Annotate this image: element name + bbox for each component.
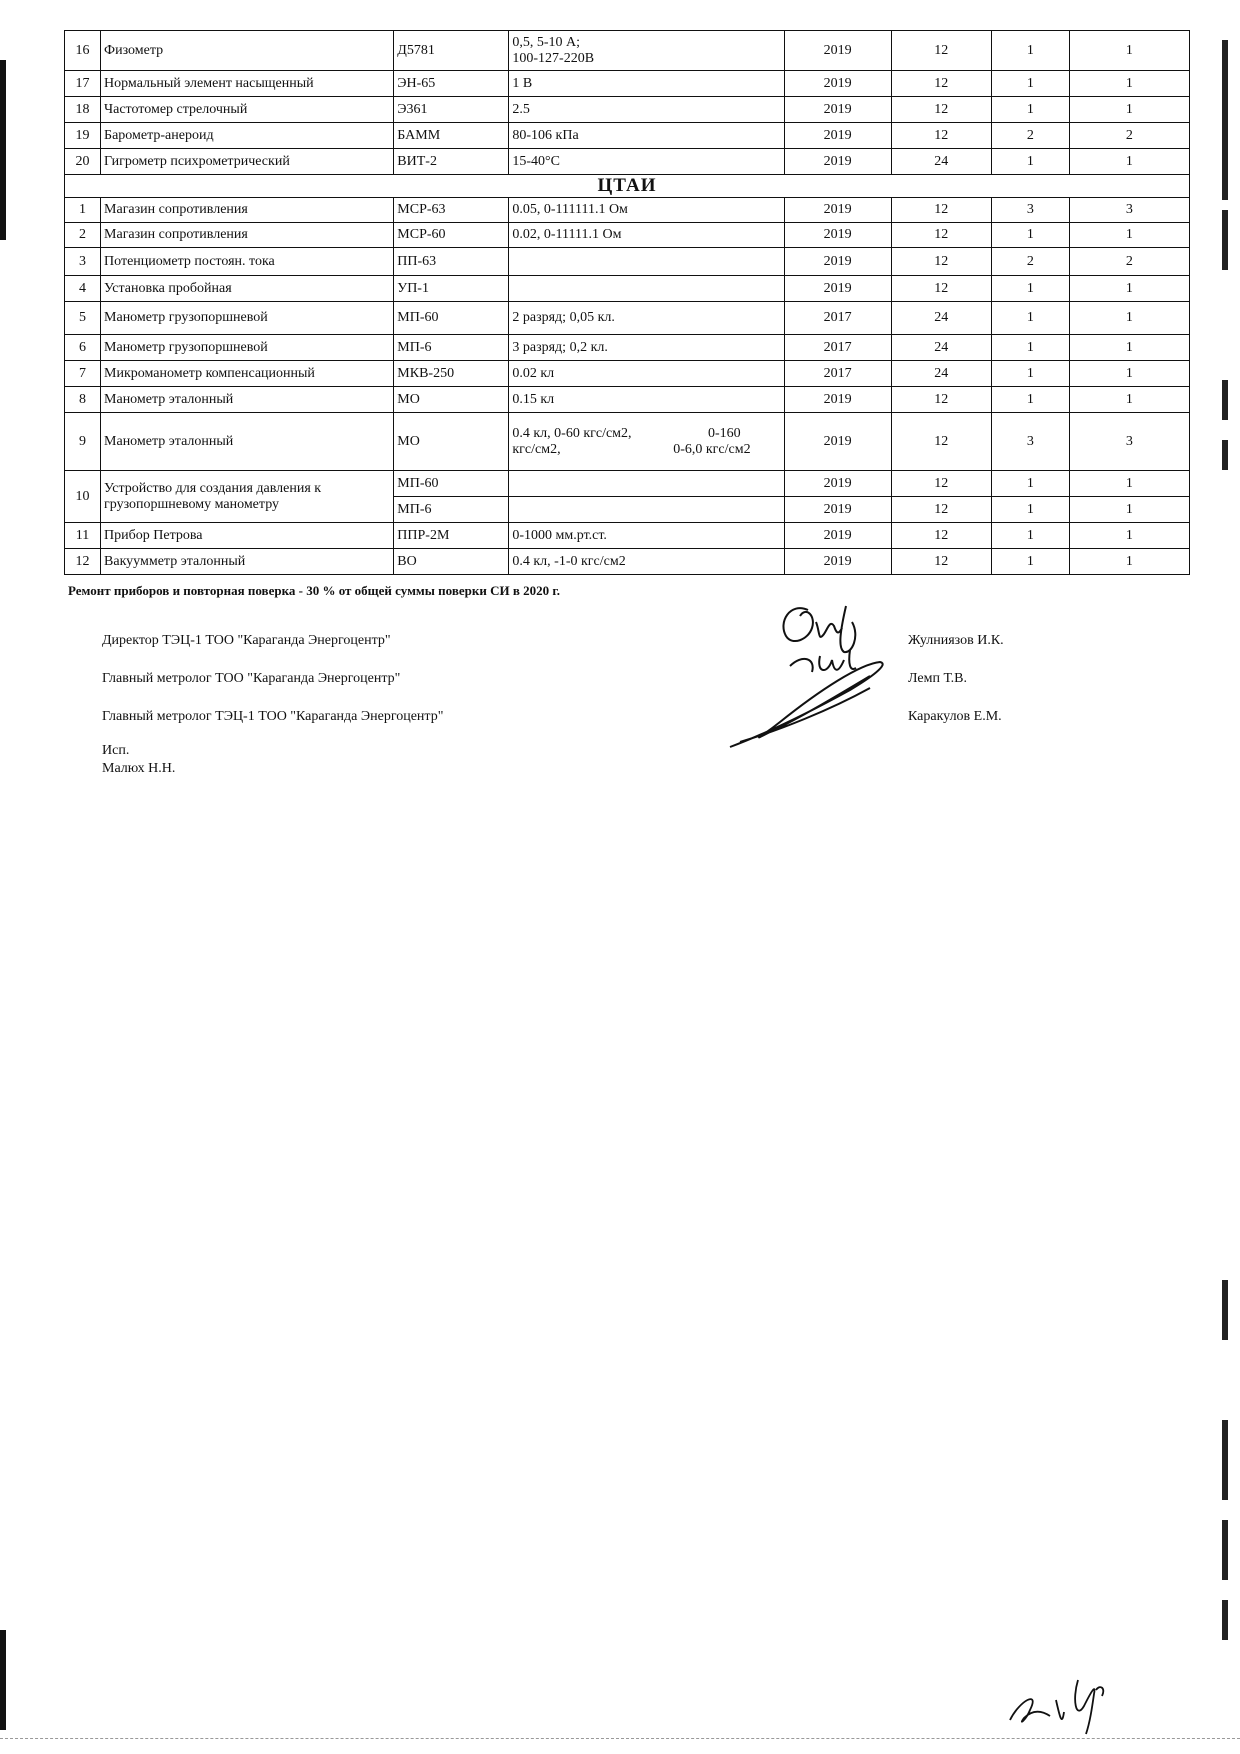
cell-period: 12 (891, 549, 991, 575)
cell-name: Нормальный элемент насыщенный (101, 71, 394, 97)
cell-period: 12 (891, 123, 991, 149)
cell-year: 2019 (784, 413, 891, 471)
section-header-row (65, 175, 1190, 198)
cell-num: 4 (65, 276, 101, 302)
cell-year: 2019 (784, 497, 891, 523)
metrolog-name: Лемп Т.В. (908, 671, 967, 686)
cell-period: 24 (891, 302, 991, 335)
cell-year: 2017 (784, 302, 891, 335)
cell-name: Вакуумметр эталонный (101, 549, 394, 575)
metrolog2-name: Каракулов Е.М. (908, 709, 1002, 724)
cell-range: 0.02, 0-11111.1 Ом (509, 223, 784, 248)
cell-qty2: 1 (1069, 31, 1189, 71)
cell-range: 0.15 кл (509, 387, 784, 413)
cell-type: МП-6 (394, 335, 509, 361)
cell-num: 6 (65, 335, 101, 361)
cell-qty2: 1 (1069, 497, 1189, 523)
cell-type: МО (394, 387, 509, 413)
cell-type: МП-60 (394, 471, 509, 497)
table-row (65, 248, 1190, 276)
cell-year: 2019 (784, 223, 891, 248)
cell-type: ППР-2М (394, 523, 509, 549)
cell-type: ВО (394, 549, 509, 575)
cell-range (509, 497, 784, 523)
cell-type: МСР-63 (394, 198, 509, 223)
table-row (65, 97, 1190, 123)
cell-num: 8 (65, 387, 101, 413)
cell-num: 3 (65, 248, 101, 276)
cell-name: Барометр-анероид (101, 123, 394, 149)
table-row (65, 549, 1190, 575)
handwritten-signature (720, 592, 920, 762)
instruments-table (64, 30, 1190, 575)
scan-edge-marks (1222, 0, 1230, 1754)
cell-period: 12 (891, 248, 991, 276)
cell-period: 24 (891, 149, 991, 175)
cell-year: 2019 (784, 31, 891, 71)
cell-qty2: 1 (1069, 361, 1189, 387)
cell-num: 9 (65, 413, 101, 471)
cell-qty2: 1 (1069, 335, 1189, 361)
cell-range (509, 31, 784, 71)
cell-qty2: 2 (1069, 123, 1189, 149)
repair-note: Ремонт приборов и повторная поверка - 30 % от общей суммы поверки СИ в 2020 г. (68, 583, 561, 598)
cell-qty2: 1 (1069, 223, 1189, 248)
cell-qty1: 1 (991, 149, 1069, 175)
cell-num: 12 (65, 549, 101, 575)
cell-type: Э361 (394, 97, 509, 123)
cell-num: 7 (65, 361, 101, 387)
cell-year: 2019 (784, 97, 891, 123)
table-row (65, 302, 1190, 335)
cell-qty1: 1 (991, 387, 1069, 413)
cell-period: 12 (891, 198, 991, 223)
cell-range: 0.02 кл (509, 361, 784, 387)
cell-qty2: 1 (1069, 387, 1189, 413)
cell-type: ЭН-65 (394, 71, 509, 97)
table-row (65, 223, 1190, 248)
cell-name: Прибор Петрова (101, 523, 394, 549)
cell-qty2: 1 (1069, 71, 1189, 97)
cell-qty2: 1 (1069, 276, 1189, 302)
cell-num: 16 (65, 31, 101, 71)
cell-name: Частотомер стрелочный (101, 97, 394, 123)
cell-period: 12 (891, 97, 991, 123)
cell-type: МСР-60 (394, 223, 509, 248)
cell-name: Магазин сопротивления (101, 198, 394, 223)
cell-qty1: 1 (991, 71, 1069, 97)
cell-period: 24 (891, 335, 991, 361)
cell-qty2: 1 (1069, 471, 1189, 497)
cell-qty2: 1 (1069, 97, 1189, 123)
range-part: 0-160 (707, 425, 741, 441)
cell-period: 12 (891, 471, 991, 497)
range-part: 0-6,0 кгс/см2 (673, 441, 751, 457)
cell-qty2: 1 (1069, 302, 1189, 335)
table-row (65, 471, 1190, 497)
cell-qty1: 1 (991, 549, 1069, 575)
cell-name: Манометр эталонный (101, 387, 394, 413)
cell-period: 12 (891, 31, 991, 71)
cell-range: 80-106 кПа (509, 123, 784, 149)
metrolog-title: Главный метролог ТОО "Караганда Энергоцентр" (102, 671, 401, 686)
cell-name: Манометр эталонный (101, 413, 394, 471)
cell-name: Микроманометр компенсационный (101, 361, 394, 387)
range-line: 100-127-220В (512, 50, 595, 66)
cell-qty1: 1 (991, 497, 1069, 523)
table-row (65, 198, 1190, 223)
cell-qty1: 1 (991, 471, 1069, 497)
cell-range: 3 разряд; 0,2 кл. (509, 335, 784, 361)
cell-type: МО (394, 413, 509, 471)
handwritten-initials (1000, 1660, 1120, 1740)
cell-year: 2019 (784, 71, 891, 97)
cell-period: 24 (891, 361, 991, 387)
section-title: ЦТАИ (65, 175, 1190, 198)
cell-name: Устройство для создания давления к грузопоршневому манометру (101, 471, 394, 523)
table-row (65, 149, 1190, 175)
executor-name: Малюх Н.Н. (102, 761, 176, 776)
cell-num: 5 (65, 302, 101, 335)
cell-year: 2019 (784, 149, 891, 175)
cell-year: 2019 (784, 523, 891, 549)
cell-period: 12 (891, 71, 991, 97)
cell-num: 10 (65, 471, 101, 523)
cell-type: МП-6 (394, 497, 509, 523)
cell-num: 11 (65, 523, 101, 549)
cell-qty1: 1 (991, 302, 1069, 335)
range-part: кгс/см2, (512, 441, 561, 457)
cell-num: 1 (65, 198, 101, 223)
cell-year: 2019 (784, 471, 891, 497)
director-title: Директор ТЭЦ-1 ТОО "Караганда Энергоцентр" (102, 633, 391, 648)
cell-range: 15-40°С (509, 149, 784, 175)
cell-period: 12 (891, 497, 991, 523)
cell-range: 1 В (509, 71, 784, 97)
cell-num: 19 (65, 123, 101, 149)
cell-qty1: 2 (991, 248, 1069, 276)
cell-num: 20 (65, 149, 101, 175)
table-row (65, 361, 1190, 387)
cell-range: 0-1000 мм.рт.ст. (509, 523, 784, 549)
cell-type: УП-1 (394, 276, 509, 302)
table-row (65, 523, 1190, 549)
cell-type: Д5781 (394, 31, 509, 71)
range-line: 0,5, 5-10 А; (512, 34, 581, 50)
cell-range (509, 471, 784, 497)
cell-qty1: 2 (991, 123, 1069, 149)
cell-qty2: 3 (1069, 413, 1189, 471)
cell-period: 12 (891, 223, 991, 248)
cell-name: Магазин сопротивления (101, 223, 394, 248)
cell-year: 2017 (784, 335, 891, 361)
cell-qty1: 1 (991, 31, 1069, 71)
cell-qty1: 1 (991, 223, 1069, 248)
cell-qty1: 3 (991, 413, 1069, 471)
cell-period: 12 (891, 413, 991, 471)
executor-block (102, 742, 175, 778)
cell-qty2: 2 (1069, 248, 1189, 276)
cell-qty1: 1 (991, 523, 1069, 549)
cell-name: Манометр грузопоршневой (101, 302, 394, 335)
cell-qty1: 3 (991, 198, 1069, 223)
cell-year: 2019 (784, 198, 891, 223)
executor-label: Исп. (102, 743, 130, 758)
scan-edge-mark (0, 1630, 6, 1730)
cell-num: 2 (65, 223, 101, 248)
cell-qty2: 1 (1069, 149, 1189, 175)
cell-name: Установка пробойная (101, 276, 394, 302)
cell-range: 2 разряд; 0,05 кл. (509, 302, 784, 335)
cell-type: МП-60 (394, 302, 509, 335)
cell-qty1: 1 (991, 97, 1069, 123)
cell-period: 12 (891, 276, 991, 302)
metrolog2-title: Главный метролог ТЭЦ-1 ТОО "Караганда Энергоцентр" (102, 709, 444, 724)
cell-range: 2.5 (509, 97, 784, 123)
cell-qty1: 1 (991, 361, 1069, 387)
cell-period: 12 (891, 387, 991, 413)
cell-name: Гигрометр психрометрический (101, 149, 394, 175)
table-row (65, 276, 1190, 302)
table-row (65, 413, 1190, 471)
cell-range (509, 413, 784, 471)
cell-name: Потенциометр постоян. тока (101, 248, 394, 276)
table-row (65, 123, 1190, 149)
cell-range: 0.05, 0-111111.1 Ом (509, 198, 784, 223)
table-row (65, 71, 1190, 97)
table-row (65, 31, 1190, 71)
cell-year: 2019 (784, 549, 891, 575)
cell-year: 2019 (784, 123, 891, 149)
range-part: 0.4 кл, 0-60 кгс/см2, (512, 425, 632, 441)
cell-type: МКВ-250 (394, 361, 509, 387)
cell-qty1: 1 (991, 276, 1069, 302)
scan-edge-mark (0, 60, 6, 240)
cell-year: 2019 (784, 387, 891, 413)
cell-range: 0.4 кл, -1-0 кгс/см2 (509, 549, 784, 575)
cell-year: 2017 (784, 361, 891, 387)
cell-range (509, 248, 784, 276)
director-name: Жулниязов И.К. (908, 633, 1004, 648)
table-row (65, 335, 1190, 361)
cell-num: 17 (65, 71, 101, 97)
cell-year: 2019 (784, 276, 891, 302)
cell-type: БАММ (394, 123, 509, 149)
cell-qty2: 1 (1069, 523, 1189, 549)
cell-period: 12 (891, 523, 991, 549)
cell-num: 18 (65, 97, 101, 123)
table-row (65, 387, 1190, 413)
cell-range (509, 276, 784, 302)
cell-name: Манометр грузопоршневой (101, 335, 394, 361)
cell-qty1: 1 (991, 335, 1069, 361)
cell-qty2: 3 (1069, 198, 1189, 223)
cell-qty2: 1 (1069, 549, 1189, 575)
cell-type: ПП-63 (394, 248, 509, 276)
cell-name: Физометр (101, 31, 394, 71)
cell-year: 2019 (784, 248, 891, 276)
cell-type: ВИТ-2 (394, 149, 509, 175)
